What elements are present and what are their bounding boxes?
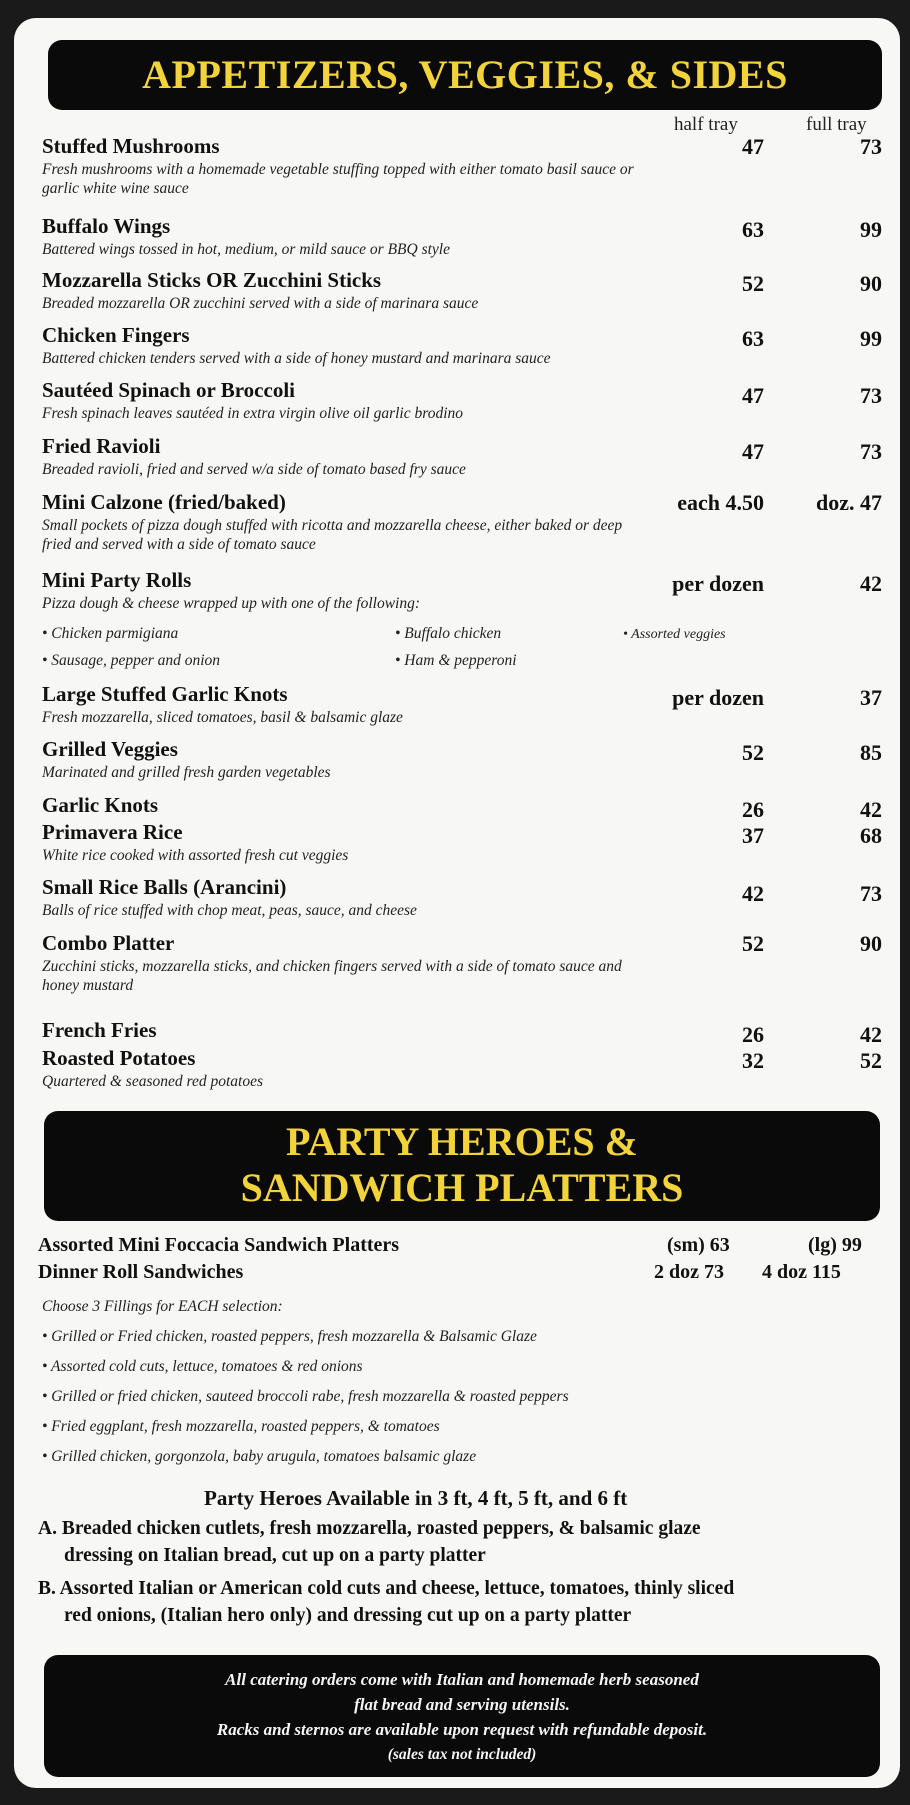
hero-option: B. Assorted Italian or American cold cuts and cheese, lettuce, tomatoes, thinly sliced xyxy=(38,1578,735,1599)
full-tray-price: 90 xyxy=(860,271,882,296)
half-tray-price: 63 xyxy=(742,217,764,242)
item-description: Breaded ravioli, fried and served w/a side of tomato based fry sauce xyxy=(42,461,466,478)
item-name: Roasted Potatoes xyxy=(42,1046,196,1070)
full-tray-price: 42 xyxy=(860,571,882,596)
party-roll-option: • Chicken parmigiana xyxy=(42,625,179,642)
sandwich-price-small: 2 doz 73 xyxy=(654,1261,724,1283)
half-tray-price: each 4.50 xyxy=(677,490,764,515)
half-tray-price: 26 xyxy=(742,797,764,822)
hero-option-cont: dressing on Italian bread, cut up on a party platter xyxy=(64,1545,486,1566)
item-name: Primavera Rice xyxy=(42,820,183,844)
half-tray-price: 32 xyxy=(742,1048,764,1073)
item-name: Large Stuffed Garlic Knots xyxy=(42,682,288,706)
item-description: Fresh mushrooms with a homemade vegetable stuffing topped with either tomato basil sauce or garlic white wine sauce xyxy=(42,161,634,197)
full-tray-price: doz. 47 xyxy=(816,490,882,515)
half-tray-price: 47 xyxy=(742,134,764,159)
half-tray-price: 37 xyxy=(742,823,764,848)
full-tray-price: 73 xyxy=(860,439,882,464)
full-tray-price: 85 xyxy=(860,740,882,765)
item-description: White rice cooked with assorted fresh cut veggies xyxy=(42,847,349,864)
item-description: Balls of rice stuffed with chop meat, peas, sauce, and cheese xyxy=(42,902,417,919)
item-name: Combo Platter xyxy=(42,931,175,955)
item-name: French Fries xyxy=(42,1018,157,1042)
item-description: Small pockets of pizza dough stuffed with ricotta and mozzarella cheese, either baked or deep fried and served with a side of tomato sauce xyxy=(42,517,623,553)
item-name: Sautéed Spinach or Broccoli xyxy=(42,378,295,402)
item-name: Garlic Knots xyxy=(42,793,159,817)
filling-option: • Grilled or fried chicken, sauteed broccoli rabe, fresh mozzarella & roasted peppers xyxy=(42,1388,569,1405)
filling-option: • Grilled chicken, gorgonzola, baby arugula, tomatoes balsamic glaze xyxy=(42,1448,477,1465)
full-tray-price: 73 xyxy=(860,134,882,159)
heroes-title: Party Heroes Available in 3 ft, 4 ft, 5 ft, and 6 ft xyxy=(204,1486,628,1510)
party-roll-option: • Assorted veggies xyxy=(623,627,726,642)
half-tray-price: 63 xyxy=(742,326,764,351)
item-description: Breaded mozzarella OR zucchini served with a side of marinara sauce xyxy=(42,295,479,312)
half-tray-price: 52 xyxy=(742,271,764,296)
sandwich-price-large: (lg) 99 xyxy=(808,1234,862,1256)
item-description: Quartered & seasoned red potatoes xyxy=(42,1073,263,1090)
full-tray-price: 68 xyxy=(860,823,882,848)
banner-line: PARTY HEROES & xyxy=(286,1119,638,1164)
half-tray-price: per dozen xyxy=(672,571,764,596)
half-tray-price: 47 xyxy=(742,439,764,464)
item-name: Stuffed Mushrooms xyxy=(42,134,220,158)
item-description: Pizza dough & cheese wrapped up with one of the following: xyxy=(42,595,420,612)
half-tray-price: 26 xyxy=(742,1022,764,1047)
item-description: Fresh mozzarella, sliced tomatoes, basil & balsamic glaze xyxy=(42,709,403,726)
menu-page xyxy=(14,18,900,1788)
item-description: Zucchini sticks, mozzarella sticks, and chicken fingers served with a side of tomato sauce and honey mustard xyxy=(42,958,622,994)
column-header-full-tray: full tray xyxy=(806,114,867,135)
item-name: Mozzarella Sticks OR Zucchini Sticks xyxy=(42,268,382,292)
footer-line: (sales tax not included) xyxy=(387,1746,537,1763)
footer-line: All catering orders come with Italian and homemade herb seasoned xyxy=(225,1670,699,1689)
party-roll-option: • Ham & pepperoni xyxy=(395,652,517,669)
fillings-intro: Choose 3 Fillings for EACH selection: xyxy=(42,1298,283,1315)
section-banner-party-heroes xyxy=(44,1111,880,1221)
half-tray-price: 52 xyxy=(742,931,764,956)
party-roll-option: • Buffalo chicken xyxy=(395,625,502,642)
sandwich-name: Assorted Mini Foccacia Sandwich Platters xyxy=(38,1234,400,1256)
footer-line: Racks and sternos are available upon request with refundable deposit. xyxy=(216,1720,708,1739)
sandwich-price-small: (sm) 63 xyxy=(667,1234,730,1256)
item-name: Mini Party Rolls xyxy=(42,568,192,592)
sandwich-price-large: 4 doz 115 xyxy=(762,1261,841,1283)
filling-option: • Assorted cold cuts, lettuce, tomatoes & red onions xyxy=(42,1358,363,1375)
filling-option: • Fried eggplant, fresh mozzarella, roasted peppers, & tomatoes xyxy=(42,1418,440,1435)
item-name: Mini Calzone (fried/baked) xyxy=(42,490,286,514)
item-name: Small Rice Balls (Arancini) xyxy=(42,875,287,899)
half-tray-price: per dozen xyxy=(672,685,764,710)
item-name: Chicken Fingers xyxy=(42,323,190,347)
section-banner-appetizers: APPETIZERS, VEGGIES, & SIDES xyxy=(48,40,882,110)
half-tray-price: 52 xyxy=(742,740,764,765)
column-header-half-tray: half tray xyxy=(674,114,738,135)
full-tray-price: 37 xyxy=(860,685,882,710)
hero-option-cont: red onions, (Italian hero only) and dressing cut up on a party platter xyxy=(64,1605,632,1626)
footer-note xyxy=(44,1655,880,1777)
item-name: Grilled Veggies xyxy=(42,737,178,761)
full-tray-price: 42 xyxy=(860,1022,882,1047)
item-description: Battered chicken tenders served with a side of honey mustard and marinara sauce xyxy=(42,350,551,367)
item-description: Battered wings tossed in hot, medium, or mild sauce or BBQ style xyxy=(42,241,450,258)
item-name: Fried Ravioli xyxy=(42,434,161,458)
item-description: Marinated and grilled fresh garden vegetables xyxy=(42,764,331,781)
half-tray-price: 42 xyxy=(742,881,764,906)
full-tray-price: 99 xyxy=(860,217,882,242)
full-tray-price: 99 xyxy=(860,326,882,351)
full-tray-price: 90 xyxy=(860,931,882,956)
footer-line: flat bread and serving utensils. xyxy=(354,1695,570,1714)
item-description: Fresh spinach leaves sautéed in extra virgin olive oil garlic brodino xyxy=(42,405,464,422)
full-tray-price: 52 xyxy=(860,1048,882,1073)
banner-line: SANDWICH PLATTERS xyxy=(240,1165,684,1210)
full-tray-price: 73 xyxy=(860,383,882,408)
full-tray-price: 73 xyxy=(860,881,882,906)
party-roll-option: • Sausage, pepper and onion xyxy=(42,652,221,669)
item-name: Buffalo Wings xyxy=(42,214,171,238)
hero-option: A. Breaded chicken cutlets, fresh mozzarella, roasted peppers, & balsamic glaze xyxy=(38,1518,701,1539)
sandwich-name: Dinner Roll Sandwiches xyxy=(38,1261,244,1283)
half-tray-price: 47 xyxy=(742,383,764,408)
full-tray-price: 42 xyxy=(860,797,882,822)
filling-option: • Grilled or Fried chicken, roasted peppers, fresh mozzarella & Balsamic Glaze xyxy=(42,1328,537,1345)
